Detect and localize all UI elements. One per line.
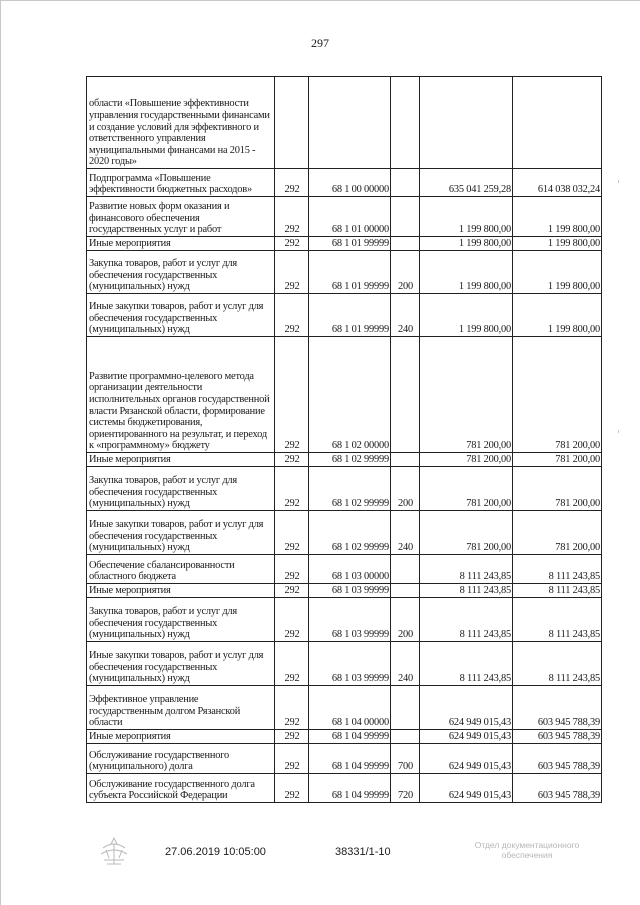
row-name-cell: Иные мероприятия (87, 453, 275, 467)
row-vr-cell: 200 (391, 598, 420, 642)
row-sum-2021-cell: 1 199 800,00 (513, 237, 602, 251)
row-name-cell: Иные закупки товаров, работ и услуг для обеспечения государственных (муниципальных) нужд (87, 642, 275, 686)
row-name-cell: области «Повышение эффективности управления государственными финансами и создание условий для эффективного и ответственного управления муниципальными финансами на 2015 - 2020 годы» (87, 77, 275, 169)
budget-table-body (87, 77, 602, 803)
row-sum-2020-cell: 8 111 243,85 (420, 598, 513, 642)
row-name-cell: Обслуживание государственного долга субъекта Российской Федерации (87, 774, 275, 803)
row-code-cell: 292 (275, 511, 309, 555)
row-code-cell: 292 (275, 774, 309, 803)
department-stamp (452, 840, 602, 860)
row-sum-2021-cell: 781 200,00 (513, 337, 602, 453)
row-code-cell: 292 (275, 598, 309, 642)
row-sum-2021-cell: 603 945 788,39 (513, 744, 602, 774)
row-name-cell: Развитие программно-целевого метода организации деятельности исполнительных органов государственной власти Рязанской области, формирование системы бюджетирования, ориентированного на результат, и переход к «программному» бюджету (87, 337, 275, 453)
row-sum-2020-cell: 781 200,00 (420, 511, 513, 555)
row-csr-cell: 68 1 04 99999 (309, 774, 391, 803)
footer-datetime: 27.06.2019 10:05:00 (165, 846, 266, 858)
row-name-cell: Развитие новых форм оказания и финансового обеспечения государственных услуг и работ (87, 197, 275, 237)
row-sum-2021-cell: 603 945 788,39 (513, 686, 602, 730)
row-vr-cell: 240 (391, 642, 420, 686)
row-sum-2020-cell: 624 949 015,43 (420, 744, 513, 774)
row-code-cell: 292 (275, 642, 309, 686)
row-sum-2020-cell: 624 949 015,43 (420, 730, 513, 744)
scan-edge-top (0, 0, 640, 1)
row-code-cell: 292 (275, 467, 309, 511)
row-csr-cell: 68 1 04 99999 (309, 730, 391, 744)
row-vr-cell: 700 (391, 744, 420, 774)
stamp-line: обеспечения (501, 850, 553, 860)
row-code-cell: 292 (275, 686, 309, 730)
row-csr-cell: 68 1 01 99999 (309, 237, 391, 251)
table-row (87, 77, 602, 169)
row-code-cell: 292 (275, 337, 309, 453)
scan-edge-left (0, 0, 1, 905)
row-sum-2021-cell: 781 200,00 (513, 453, 602, 467)
page-number: 297 (311, 36, 329, 50)
row-csr-cell (309, 77, 391, 169)
table-row (87, 197, 602, 237)
row-name-cell: Иные закупки товаров, работ и услуг для обеспечения государственных (муниципальных) нужд (87, 294, 275, 337)
row-sum-2021-cell: 8 111 243,85 (513, 598, 602, 642)
row-vr-cell: 720 (391, 774, 420, 803)
row-code-cell: 292 (275, 744, 309, 774)
row-csr-cell: 68 1 03 00000 (309, 555, 391, 584)
row-csr-cell: 68 1 02 99999 (309, 453, 391, 467)
table-row (87, 584, 602, 598)
table-row (87, 642, 602, 686)
row-sum-2021-cell: 8 111 243,85 (513, 642, 602, 686)
row-vr-cell: 240 (391, 294, 420, 337)
table-row (87, 598, 602, 642)
row-vr-cell (391, 197, 420, 237)
row-vr-cell (391, 555, 420, 584)
row-sum-2021-cell: 1 199 800,00 (513, 251, 602, 294)
row-csr-cell: 68 1 02 99999 (309, 467, 391, 511)
row-sum-2020-cell: 781 200,00 (420, 337, 513, 453)
row-csr-cell: 68 1 00 00000 (309, 169, 391, 197)
table-row (87, 730, 602, 744)
row-csr-cell: 68 1 04 99999 (309, 744, 391, 774)
table-row (87, 453, 602, 467)
table-row (87, 467, 602, 511)
row-vr-cell (391, 584, 420, 598)
row-code-cell: 292 (275, 584, 309, 598)
row-sum-2020-cell: 781 200,00 (420, 467, 513, 511)
row-sum-2020-cell: 8 111 243,85 (420, 584, 513, 598)
row-sum-2021-cell: 614 038 032,24 (513, 169, 602, 197)
table-row (87, 686, 602, 730)
row-name-cell: Обслуживание государственного (муниципального) долга (87, 744, 275, 774)
row-code-cell: 292 (275, 294, 309, 337)
table-row (87, 511, 602, 555)
footer-doc-number: 38331/1-10 (335, 846, 391, 858)
row-sum-2020-cell: 624 949 015,43 (420, 774, 513, 803)
row-code-cell: 292 (275, 453, 309, 467)
row-code-cell: 292 (275, 237, 309, 251)
table-row (87, 744, 602, 774)
row-sum-2021-cell: 1 199 800,00 (513, 294, 602, 337)
row-code-cell: 292 (275, 251, 309, 294)
stamp-line: Отдел документационного (474, 840, 580, 850)
row-sum-2021-cell: 1 199 800,00 (513, 197, 602, 237)
row-name-cell: Обеспечение сбалансированности областного бюджета (87, 555, 275, 584)
table-row (87, 251, 602, 294)
row-sum-2020-cell: 781 200,00 (420, 453, 513, 467)
row-csr-cell: 68 1 01 00000 (309, 197, 391, 237)
row-vr-cell (391, 337, 420, 453)
row-name-cell: Иные мероприятия (87, 237, 275, 251)
row-csr-cell: 68 1 03 99999 (309, 642, 391, 686)
row-csr-cell: 68 1 01 99999 (309, 251, 391, 294)
row-code-cell: 292 (275, 169, 309, 197)
row-sum-2020-cell (420, 77, 513, 169)
row-code-cell: 292 (275, 730, 309, 744)
row-sum-2020-cell: 1 199 800,00 (420, 237, 513, 251)
row-code-cell (275, 77, 309, 169)
table-row (87, 169, 602, 197)
row-sum-2021-cell: 603 945 788,39 (513, 774, 602, 803)
row-csr-cell: 68 1 03 99999 (309, 584, 391, 598)
row-csr-cell: 68 1 04 00000 (309, 686, 391, 730)
scan-speck (618, 430, 619, 433)
table-row (87, 294, 602, 337)
row-csr-cell: 68 1 01 99999 (309, 294, 391, 337)
row-sum-2021-cell: 781 200,00 (513, 467, 602, 511)
row-vr-cell (391, 453, 420, 467)
budget-table (86, 76, 602, 803)
row-vr-cell (391, 237, 420, 251)
row-csr-cell: 68 1 03 99999 (309, 598, 391, 642)
row-vr-cell (391, 686, 420, 730)
row-sum-2021-cell: 8 111 243,85 (513, 584, 602, 598)
row-sum-2021-cell: 603 945 788,39 (513, 730, 602, 744)
row-sum-2021-cell: 781 200,00 (513, 511, 602, 555)
row-vr-cell (391, 77, 420, 169)
row-name-cell: Закупка товаров, работ и услуг для обеспечения государственных (муниципальных) нужд (87, 251, 275, 294)
row-csr-cell: 68 1 02 00000 (309, 337, 391, 453)
row-sum-2020-cell: 1 199 800,00 (420, 251, 513, 294)
row-vr-cell (391, 730, 420, 744)
row-code-cell: 292 (275, 197, 309, 237)
row-name-cell: Иные мероприятия (87, 584, 275, 598)
row-sum-2020-cell: 635 041 259,28 (420, 169, 513, 197)
row-sum-2020-cell: 1 199 800,00 (420, 294, 513, 337)
row-name-cell: Иные мероприятия (87, 730, 275, 744)
row-sum-2020-cell: 8 111 243,85 (420, 642, 513, 686)
row-vr-cell: 240 (391, 511, 420, 555)
row-sum-2020-cell: 1 199 800,00 (420, 197, 513, 237)
row-name-cell: Эффективное управление государственным долгом Рязанской области (87, 686, 275, 730)
table-row (87, 774, 602, 803)
row-name-cell: Закупка товаров, работ и услуг для обеспечения государственных (муниципальных) нужд (87, 467, 275, 511)
row-sum-2020-cell: 8 111 243,85 (420, 555, 513, 584)
emblem-icon (97, 836, 131, 868)
row-sum-2020-cell: 624 949 015,43 (420, 686, 513, 730)
row-code-cell: 292 (275, 555, 309, 584)
row-vr-cell: 200 (391, 467, 420, 511)
table-row (87, 555, 602, 584)
row-vr-cell (391, 169, 420, 197)
row-sum-2021-cell: 8 111 243,85 (513, 555, 602, 584)
row-name-cell: Закупка товаров, работ и услуг для обеспечения государственных (муниципальных) нужд (87, 598, 275, 642)
scan-speck (618, 180, 619, 183)
row-vr-cell: 200 (391, 251, 420, 294)
row-name-cell: Подпрограмма «Повышение эффективности бюджетных расходов» (87, 169, 275, 197)
row-csr-cell: 68 1 02 99999 (309, 511, 391, 555)
row-sum-2021-cell (513, 77, 602, 169)
table-row (87, 237, 602, 251)
table-row (87, 337, 602, 453)
row-name-cell: Иные закупки товаров, работ и услуг для обеспечения государственных (муниципальных) нужд (87, 511, 275, 555)
